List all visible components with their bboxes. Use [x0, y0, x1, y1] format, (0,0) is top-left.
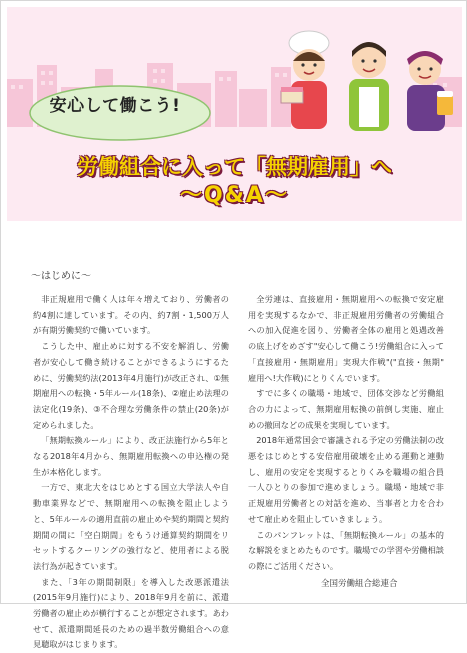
slogan-text: 安心して働こう!	[49, 96, 181, 116]
organization-signature: 全国労働組合総連合	[321, 579, 398, 589]
paragraph: 一方で、東北大をはじめとする国立大学法人や自動車業界などで、無期雇用への転換を阻止しようと、5年ルールの適用直前の雇止めや契約期間と契約期間の間に「空白期間」をもうけ通算契約期間をリセットするクーリングの強行など、使用者による脱法行為が起きています。	[33, 482, 229, 571]
paragraph: 「無期転換ルール」により、改正法施行から5年となる2018年4月から、無期雇用転換への申込権の発生が本格化します。	[33, 435, 229, 477]
workers-illustration	[277, 29, 457, 139]
paragraph: 2018年通常国会で審議される予定の労働法制の改悪をはじめとする安倍雇用破壊を止める運動と連動し、雇用の安定を実現するとりくみを職場の組合員一人ひとりの参加で進めましょう。職場・地域で非正規雇用労働者との対話を進め、当事者と力を合わせて雇止めを阻止していきましょう。	[248, 435, 444, 524]
page-title: 労働組合に入って「無期雇用」へ	[77, 155, 392, 179]
paragraph: すでに多くの職場・地域で、団体交渉など労働組合の力によって、無期雇用転換の前倒し実施、雇止めの撤回などの成果を実現しています。	[248, 388, 444, 430]
right-column	[248, 292, 444, 575]
page-subtitle: 〜Q&A〜	[180, 183, 289, 208]
paragraph: 全労連は、直接雇用・無期雇用への転換で安定雇用を実現するなかで、非正規雇用労働者の労働組合への加入促進を図り、労働者全体の雇用と処遇改善の底上げをめざす"安心して働こう!労働組合に入って「直接雇用・無期雇用」実現大作戦"("直接・無期" 雇用へ!大作戦)にとりくんでいます。	[248, 294, 444, 383]
paragraph: 非正規雇用で働く人は年々増えており、労働者の約4割に達しています。その内、約7割・1,500万人が有期労働契約で働いています。	[33, 294, 229, 336]
section-heading: 〜はじめに〜	[31, 271, 91, 282]
paragraph: このパンフレットは、「無期転換ルール」の基本的な解説をまとめたものです。職場での学習や労働相談の際にご活用ください。	[248, 529, 444, 571]
left-column	[33, 292, 229, 653]
paragraph: また、「3年の期間制限」を導入した改悪派遣法(2015年9月施行)により、2018年9月を前に、派遣労働者の雇止めが横行することが想定されます。あわせて、派遣期間延長のための過半数労働組合への意見聴取がはじまります。	[33, 576, 229, 650]
paragraph: こうした中、雇止めに対する不安を解消し、労働者が安心して働き続けることができるようにするために、労働契約法(2013年4月施行)が改正され、①無期雇用への転換・5年ルール(18条)、②雇止め法理の法定化(19条)、③不合理な労働条件の禁止(20条)が定められました。	[33, 341, 229, 430]
